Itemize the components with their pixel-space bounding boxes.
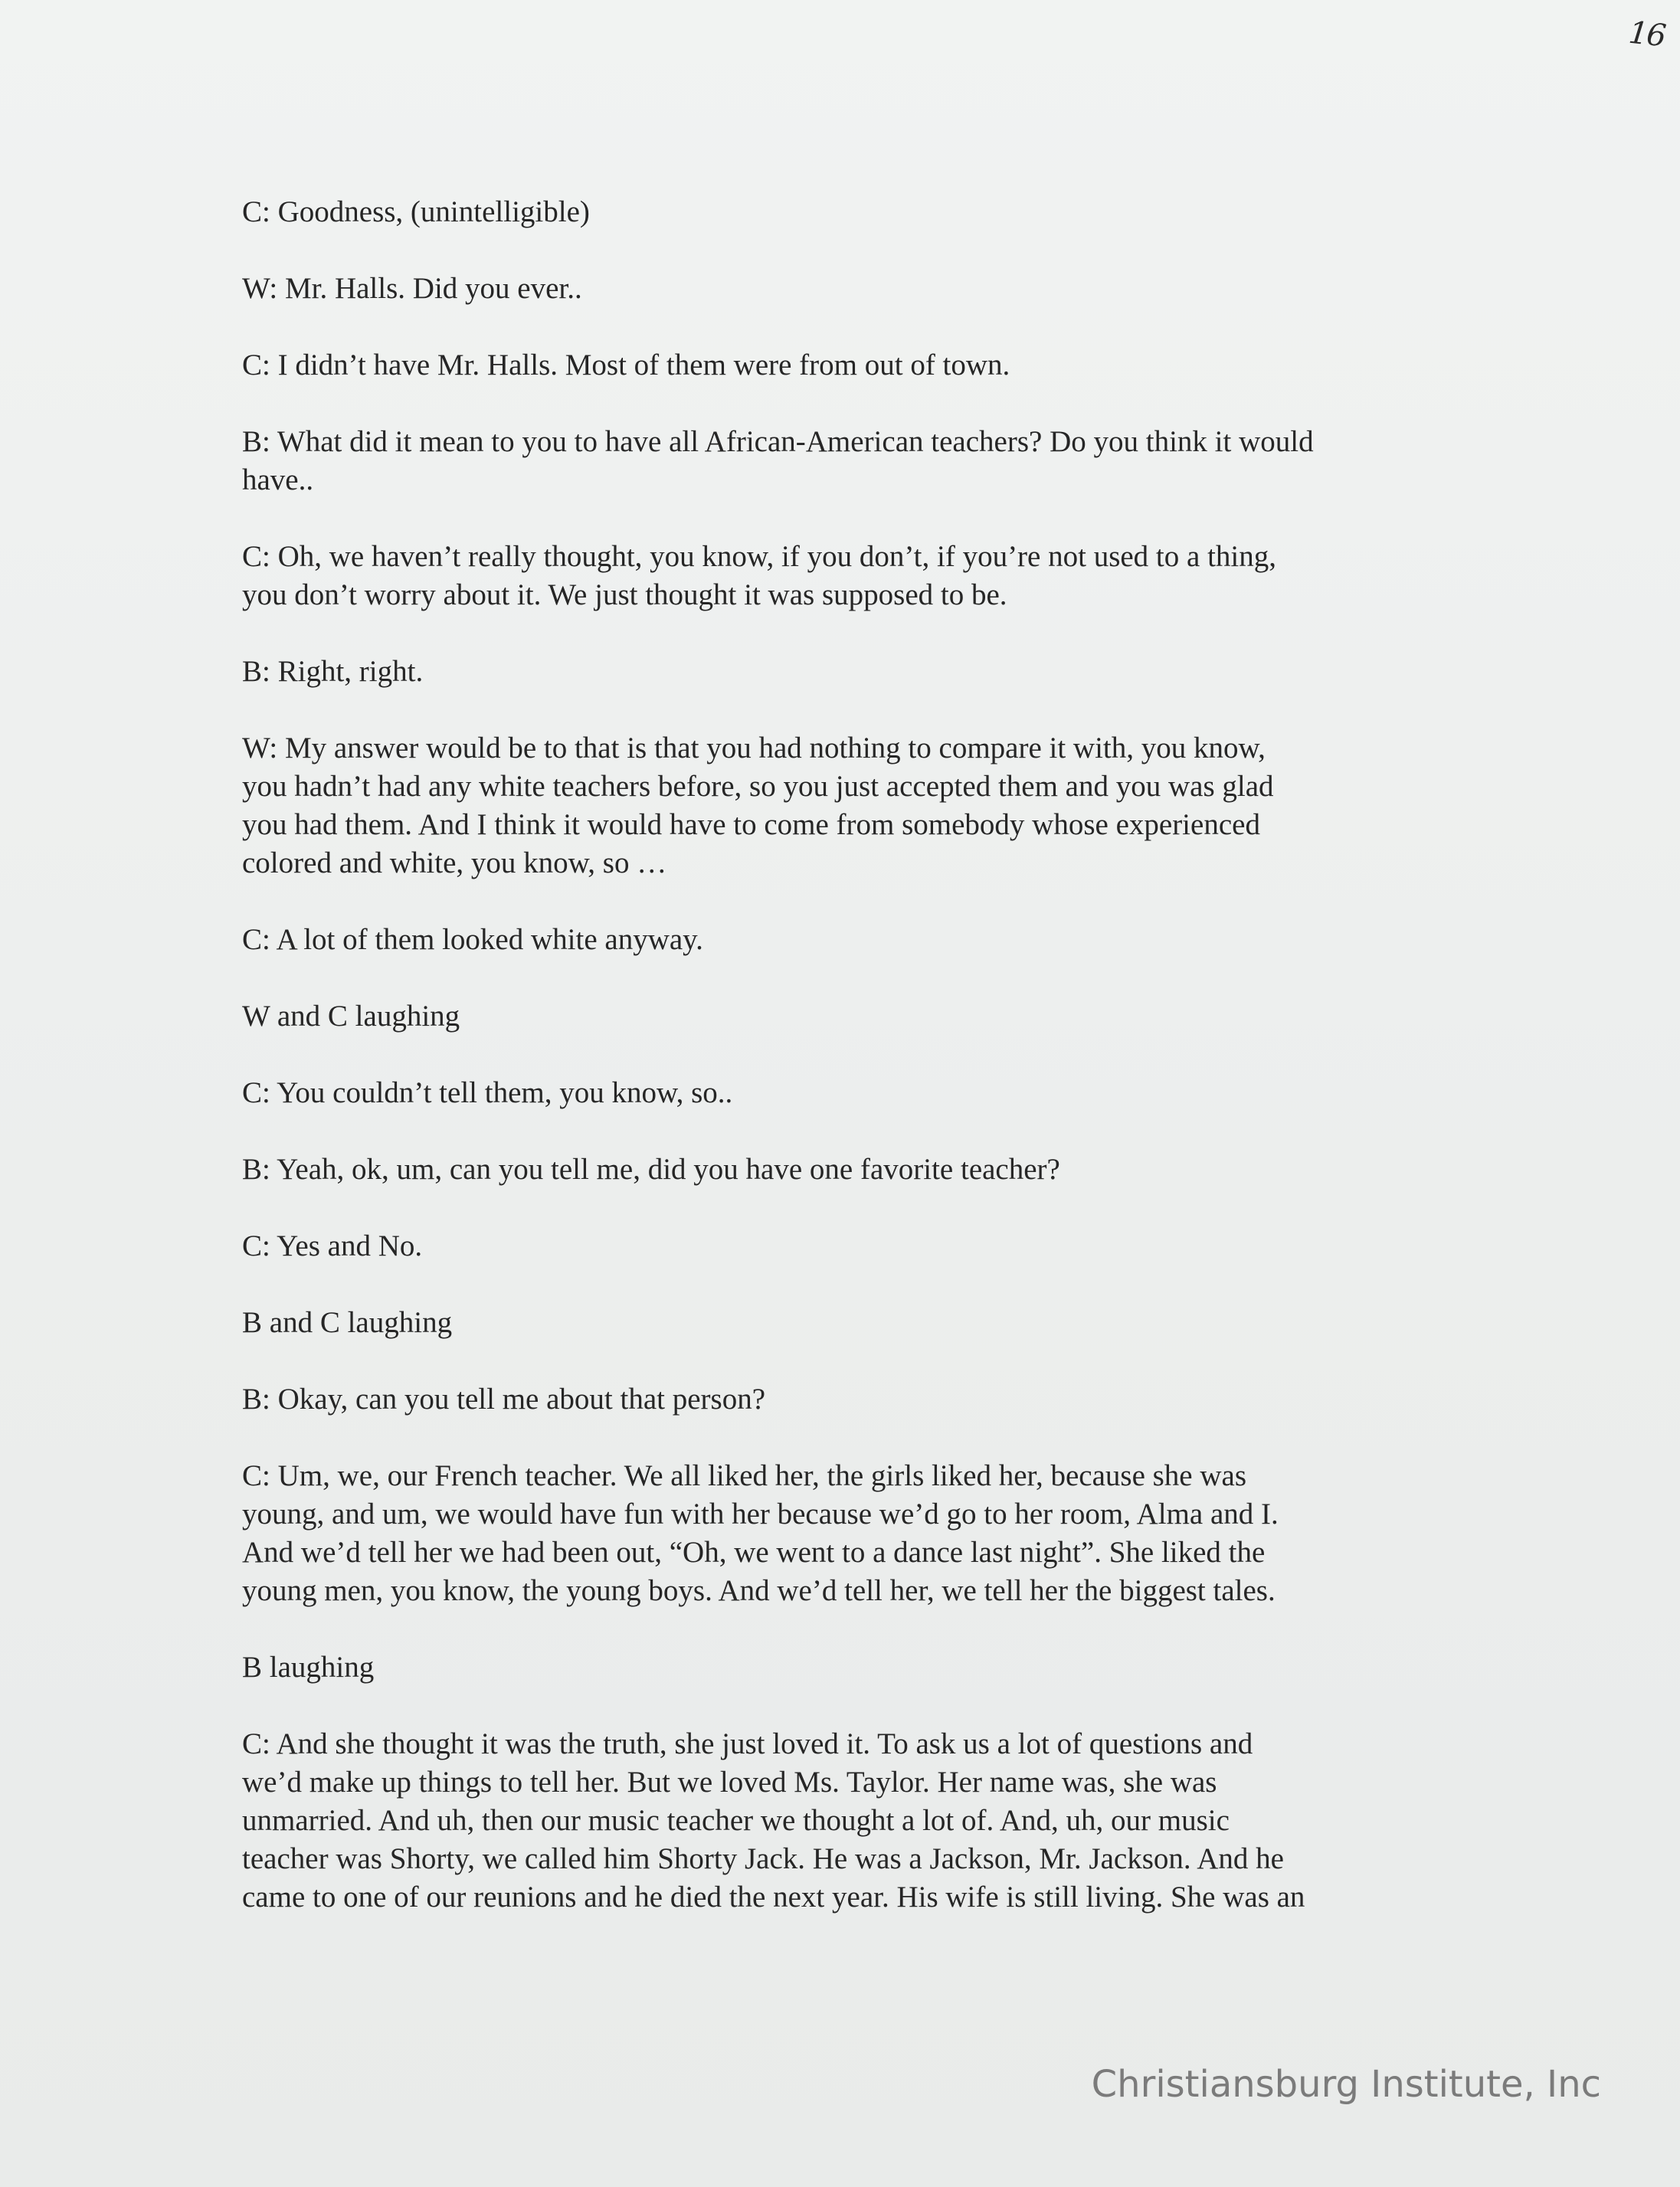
transcript-paragraph: B: Right, right.: [242, 655, 424, 688]
transcript-paragraph: C: Um, we, our French teacher. We all liked her, the girls liked her, because she was young, and um, we would have fun with her because we’d go to her room, Alma and I. And we’d tell her we had been out, “Oh, we went to a dance last night”. She liked the young men, you know, the young boys. And we’d tell her, we tell her the biggest tales.: [242, 1459, 1279, 1607]
transcript-paragraph: W: Mr. Halls. Did you ever..: [242, 272, 582, 305]
transcript-paragraph: C: I didn’t have Mr. Halls. Most of them were from out of town.: [242, 349, 1010, 381]
transcript-paragraph: B: What did it mean to you to have all African-American teachers? Do you think it would have..: [242, 425, 1314, 496]
transcript-paragraph: C: Yes and No.: [242, 1229, 423, 1262]
transcript-paragraph: B: Okay, can you tell me about that person?: [242, 1383, 766, 1416]
interview-transcript: [242, 193, 1468, 1955]
institution-watermark: Christiansburg Institute, Inc: [1091, 2063, 1601, 2106]
transcript-paragraph: C: And she thought it was the truth, she just loved it. To ask us a lot of questions and we’d make up things to tell her. But we loved Ms. Taylor. Her name was, she was unmarried. And uh, then our music teacher we thought a lot of. And, uh, our music teacher was Shorty, we called him Shorty Jack. He was a Jackson, Mr. Jackson. And he came to one of our reunions and he died the next year. His wife is still living. She was an: [242, 1727, 1305, 1914]
transcript-paragraph: B laughing: [242, 1651, 375, 1684]
transcript-paragraph: B: Yeah, ok, um, can you tell me, did you have one favorite teacher?: [242, 1153, 1060, 1186]
transcript-paragraph: C: A lot of them looked white anyway.: [242, 923, 703, 956]
transcript-paragraph: W and C laughing: [242, 1000, 460, 1033]
transcript-paragraph: C: Oh, we haven’t really thought, you know, if you don’t, if you’re not used to a thing, you don’t worry about it. We just thought it was supposed to be.: [242, 540, 1276, 611]
handwritten-page-number: 16: [1626, 15, 1667, 54]
transcript-paragraph: W: My answer would be to that is that you had nothing to compare it with, you know, you hadn’t had any white teachers before, so you just accepted them and you was glad you had them. And I think it would have to come from somebody whose experienced colored and white, you know, so …: [242, 732, 1274, 879]
transcript-paragraph: C: You couldn’t tell them, you know, so..: [242, 1076, 733, 1109]
transcript-paragraph: C: Goodness, (unintelligible): [242, 195, 590, 228]
transcript-paragraph: B and C laughing: [242, 1306, 453, 1339]
